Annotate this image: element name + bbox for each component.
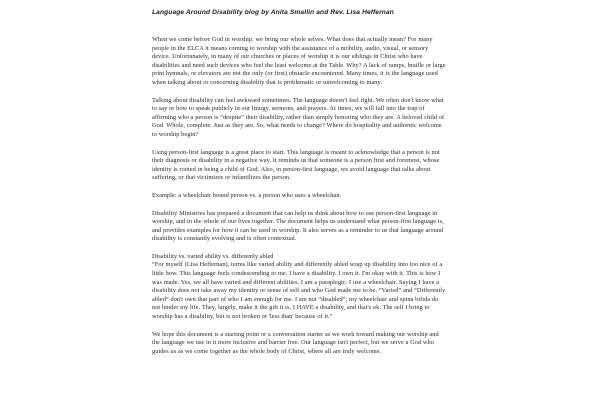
paragraph-example: Example: a wheelchair bound person vs. a person who uses a wheelchair. [152, 191, 342, 199]
paragraph-closing-hope: We hope this document is a starting point or a conversation starter as we work toward making our worship and the language we use in it more inclusive and barrier free. Our language isn't perfect, but we serve a God who guides us as we come together as the whole body of Christ, where all are truly welcome. [152, 330, 439, 355]
paragraph-intro-worship: When we come before God in worship, we bring our whole selves. What does that actually mean? For many people in the ELCA it means coming to worship with the assistance of a mobility, audio, visual, or sensory device. Unfortunately, in many of our churches or places of worship it is our siblings in Christ who have disabilities and need such devices who feel the least welcome at the Table. Why? A lack of ramps, braille or large print hymnals, or elevators are not the only (or first) obstacle encountered. Many times, it is the language used when talking about or concerning disability that is problematic or unwelcoming to many. [152, 36, 446, 86]
paragraph-talking-about-disability: Talking about disability can feel awkward sometimes. The language doesn't feel right. We often don't know what to say or how to speak publicly in our liturgy, sermons, and prayers. At times, we will fall into the trap of affirming who a person is “despite” their disability, rather than simply honoring who they are. A beloved child of God. Whole, complete. Just as they are. So, what needs to change? Where do hospitality and authentic welcome to worship begin? [152, 96, 445, 138]
paragraph-disability-ministries: Disability Ministries has prepared a document that can help us think about how to use person-first language in worship, and in the whole of our lives together. The document helps us understand what person-first language is, and provides examples for how it can be used in worship. It also serves as a reminder to us that language around disability is constantly evolving and is often contextual. [152, 209, 444, 243]
section-subheading: Disability vs. varied ability vs. differently abled [152, 252, 274, 260]
paragraph-person-first-language: Using person-first language is a great place to start. This language is meant to acknowledge that a person is not their diagnosis or disability in a negative way. It reminds us that someone is a person first and foremost, whose identity is rooted in being a child of God. Also, in person-first language, we avoid language that talks about suffering, or that victimizes or infantilizes the person. [152, 148, 440, 182]
document-body [152, 36, 448, 356]
paragraph-lisa-heffernan-quote: “For myself (Lisa Heffernan), terms like varied ability and differently abled wrap up disability into too nice of a little bow. This language feels condescending to me. I have a disability. I own it. I'm okay with it. This is how I was made. Yes, we all have varied and different abilities. I am a paraplegic. I use a wheelchair. Saying I have a disability does not take away my identity or sense of self and who God made me to be. “Varied” and “Differently abled” don't own that part of who I am enough for me. I am not “disabled”; my wheelchair and spina bifida do not hinder my life. They, largely, make it the gift it is. I HAVE a disability, and that's ok. The self I bring to worship has a disability, but is not broken or 'less than' because of it.” [152, 261, 446, 321]
page-title: Language Around Disability blog by Anita Smallin and Rev. Lisa Heffernan [152, 9, 394, 16]
